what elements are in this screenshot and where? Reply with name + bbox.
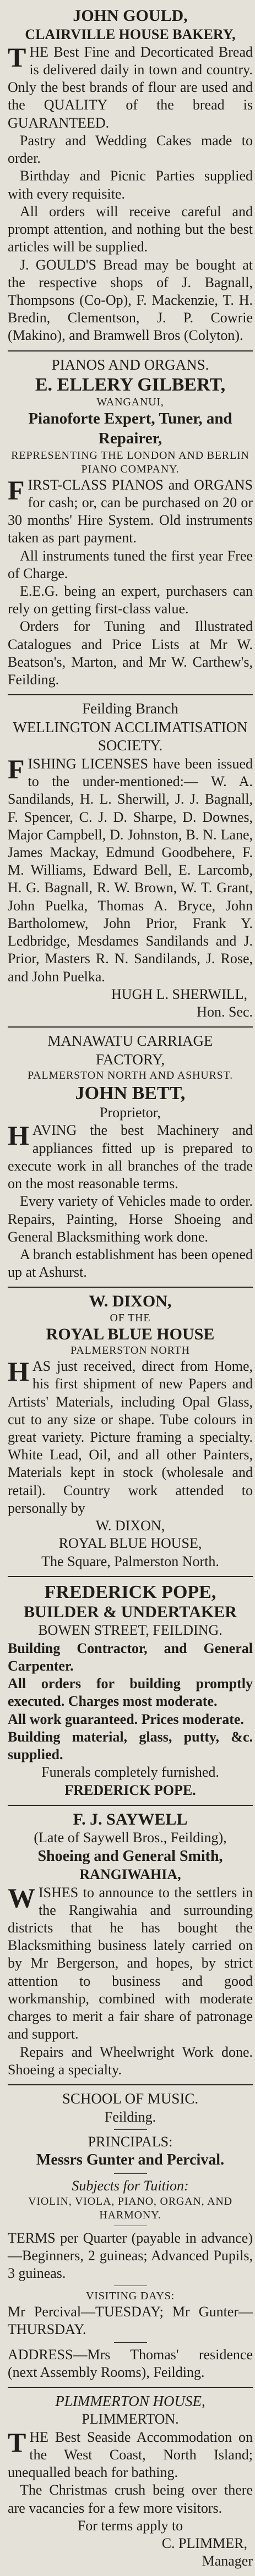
business-name: CLAIRVILLE HOUSE BAKERY, [25, 26, 236, 42]
town-label: Feilding. [104, 2108, 156, 2125]
subjects-label: Subjects for Tuition: [72, 2177, 189, 2194]
advertiser-name: PLIMMERTON HOUSE, [55, 2393, 205, 2410]
body-text: All instruments tuned the first year Free of Charge. [8, 547, 253, 581]
body-text: Funerals completely furnished. [41, 1764, 219, 1781]
body-text: Every variety of Vehicles made to order. Repairs, Painting, Horse Shoeing and General Blacksmithing work done. [8, 1193, 253, 1245]
heading-line: MANAWATU CARRIAGE [47, 1032, 213, 1050]
business-title: Pianoforte Expert, Tuner, and Repairer, [28, 410, 232, 448]
heading-line: FACTORY, [95, 1051, 165, 1068]
body-text: THE Best Seaside Accommodation on the West Coast, North Island; unequalled beach for bathing. [8, 2426, 253, 2481]
body-text: THE Best Fine and Decorticated Bread is delivered daily in town and country. Only the best brands of flour are used and the QUALITY of the bread is GUARANTEED. [8, 41, 253, 131]
ad-frederick-pope [8, 1577, 253, 1806]
body-text: The Christmas crush being over there are vacancies for a few more visitors. [8, 2482, 253, 2516]
body-text: A branch establishment has been opened up at Ashurst. [8, 1246, 253, 1281]
visiting-label: VISITING DAYS: [85, 2290, 175, 2303]
body-text: Orders for Tuning and Illustrated Catalogues and Price Lists at Mr W. Beatson's, Marton, and Mr W. Carthew's, Feilding. [8, 618, 253, 688]
body-text: All orders will receive careful and prompt attention, and nothing but the best articles will be supplied. [8, 203, 253, 255]
advertiser-name: W. DIXON, [89, 1292, 172, 1311]
place-line: PALMERSTON NORTH AND ASHURST. [28, 1069, 233, 1082]
ad-dixon-royal-blue-house [8, 1288, 253, 1577]
ad-manawatu-carriage [8, 1028, 253, 1288]
ad-plimmerton-house [8, 2388, 253, 2576]
body-text: E.E.G. being an expert, purchasers can rely on getting first-class value. [8, 583, 253, 617]
signature-name: W. DIXON, [95, 1518, 165, 1534]
town-label: PLIMMERTON. [82, 2411, 179, 2427]
branch-heading: Feilding Branch [82, 700, 178, 717]
town-label: RANGIWAHIA, [79, 1866, 181, 1883]
late-of-line: (Late of Saywell Bros., Feilding), [34, 1830, 227, 1846]
principals-names: Messrs Gunter and Percival. [36, 2151, 225, 2169]
ad-gould-bakery [8, 2, 253, 351]
body-text: All work guaranteed. Prices moderate. [8, 1711, 244, 1727]
advertiser-name: JOHN GOULD, [73, 7, 188, 25]
body-text: Building Contractor, and General Carpenter. [8, 1640, 253, 1674]
signature-title: Hon. Sec. [197, 1004, 253, 1020]
body-text: Repairs and Wheelwright Work done. Shoeing a specialty. [8, 2044, 253, 2078]
terms-text: TERMS per Quarter (payable in advance)—Beginners, 2 guineas; Advanced Pupils, 3 guineas. [8, 2229, 253, 2282]
body-text: HAVING the best Machinery and appliances fitted up is prepared to execute work in all branches of the trade on the most reasonable terms. [8, 1120, 253, 1192]
signature-name: HUGH L. SHERWILL, [111, 986, 247, 1002]
body-text: HAS just received, direct from Home, his first shipment of new Papers and Artists' Materials, including Opal Glass, cut to any size or shape. Tube colours in great variety. Picture framing a specialty. White Lead, Oil, and all other Painters, Materials kept in stock (wholesale and retail). Country work attended to personally by [8, 1356, 253, 1516]
section-heading: SCHOOL OF MUSIC. [62, 2090, 199, 2107]
town-label: PALMERSTON NORTH [70, 1344, 190, 1357]
address-text: ADDRESS—Mrs Thomas' residence (next Assembly Rooms), Feilding. [8, 2346, 253, 2380]
body-text: J. GOULD'S Bread may be bought at the respective shops of J. Bagnall, Thompsons (Co-Op), F. Mackenzie, T. H. Bredin, Clementson, J. P. Cowrie (Makino), and Bramwell Bros (Colyton). [8, 256, 253, 344]
body-text: FISHING LICENSES have been issued to the under-mentioned:— W. A. Sandilands, H. L. Sherwill, J. J. Bagnall, F. Spencer, C. J. D. Sharpe, D. Downes, Major Campbell, D. Johnston, B. N. Lane, James Mackay, Edmund Goodbehere, F. M. Williams, Edward Bell, E. Larcomb, H. G. Bagnall, R. W. Brown, W. T. Grant, John Puelka, Thomas A. Bryce, John Bartholomew, John Prior, Frank Y. Ledbridge, Mesdames Sandilands and J. Prior, Masters R. N. Sandilands, J. Rose, and John Puelka. [8, 753, 253, 985]
advertiser-name: FREDERICK POPE, [44, 1581, 216, 1602]
section-heading: PIANOS AND ORGANS. [51, 356, 209, 373]
signature-line: The Square, Palmerston North. [41, 1553, 219, 1569]
ad-acclimatisation-society [8, 695, 253, 1028]
town-label: WANGANUI, [96, 396, 164, 409]
body-text: Birthday and Picnic Parties supplied with every requisite. [8, 168, 253, 202]
ad-saywell-smith [8, 1806, 253, 2085]
body-text: Building material, glass, putty, &c. supplied. [8, 1728, 253, 1763]
address-line: BOWEN STREET, FEILDING. [38, 1622, 223, 1639]
signature-name: C. PLIMMER, [161, 2535, 247, 2552]
principals-label: PRINCIPALS: [88, 2133, 173, 2150]
divider [114, 2129, 147, 2130]
body-text: FIRST-CLASS PIANOS and ORGANS for cash; or, can be purchased on 20 or 30 months' Hire System. Old instruments taken as part payment. [8, 474, 253, 546]
advertiser-name: JOHN BETT, [75, 1083, 186, 1104]
signature-name: FREDERICK POPE. [64, 1782, 196, 1798]
body-text: WISHES to announce to the settlers in the Rangiwahia and surrounding districts that he has bought the Blacksmithing business lately carried on by Mr Bergerson, and hopes, by strict attention to business and good workmanship, combined with moderate charges to merit a fair share of patronage and support. [8, 1882, 253, 2042]
advertisement-column [8, 0, 253, 2576]
business-title: BUILDER & UNDERTAKER [24, 1602, 237, 1621]
body-text: All orders for building promptly executed. Charges most moderate. [8, 1676, 253, 1710]
representing-line: REPRESENTING THE LONDON AND BERLIN PIANO COMPANY. [11, 449, 249, 475]
body-text: Pastry and Wedding Cakes made to order. [8, 132, 253, 167]
signature-title: Manager [202, 2553, 253, 2569]
house-name: ROYAL BLUE HOUSE [46, 1325, 215, 1343]
ad-pianos-organs [8, 351, 253, 696]
advertiser-name: E. ELLERY GILBERT, [35, 375, 226, 396]
signature-line: ROYAL BLUE HOUSE, [58, 1535, 202, 1552]
role-line: Proprietor, [100, 1105, 161, 1121]
subjects-list: VIOLIN, VIOLA, PIANO, ORGAN, AND HARMONY. [28, 2195, 232, 2221]
terms-line: For terms apply to [77, 2517, 183, 2534]
advertiser-name: F. J. SAYWELL [73, 1810, 188, 1828]
ad-school-of-music [8, 2085, 253, 2388]
trade-line: Shoeing and General Smith, [37, 1847, 223, 1865]
divider [114, 2173, 147, 2174]
society-heading: WELLINGTON ACCLIMATISATION SOCIETY. [13, 718, 248, 754]
divider [114, 2342, 147, 2343]
visiting-text: Mr Percival—TUESDAY; Mr Gunter—THURSDAY. [8, 2304, 253, 2338]
of-the-line: OF THE [110, 1311, 151, 1324]
